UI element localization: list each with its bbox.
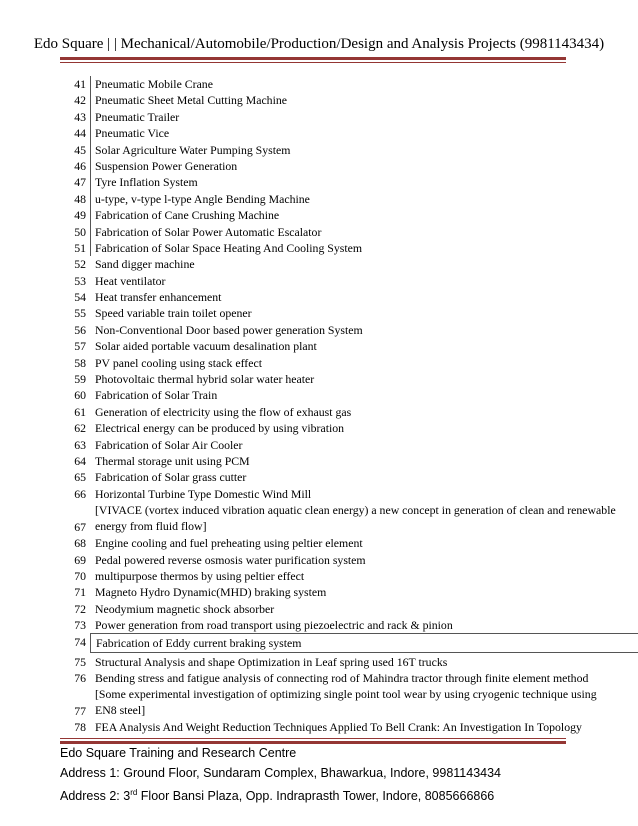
project-title: Neodymium magnetic shock absorber bbox=[95, 601, 275, 616]
project-title: Sand digger machine bbox=[95, 257, 195, 272]
project-row bbox=[60, 420, 638, 436]
project-title: Magneto Hydro Dynamic(MHD) braking system bbox=[95, 585, 327, 600]
column-separator bbox=[90, 207, 91, 223]
project-row bbox=[60, 568, 638, 584]
project-title: Power generation from road transport using piezoelectric and rack & pinion bbox=[95, 618, 453, 633]
column-separator bbox=[90, 191, 91, 207]
project-title: Pneumatic Trailer bbox=[95, 109, 180, 124]
project-number: 67 bbox=[74, 519, 86, 534]
project-number: 63 bbox=[74, 437, 86, 452]
project-number: 53 bbox=[74, 273, 86, 288]
project-row bbox=[60, 502, 638, 535]
column-separator bbox=[90, 174, 91, 190]
project-number: 48 bbox=[74, 191, 86, 206]
project-title: Fabrication of Solar Space Heating And Cooling System bbox=[95, 240, 363, 255]
project-title: Pneumatic Vice bbox=[95, 126, 170, 141]
project-number: 75 bbox=[74, 654, 86, 669]
project-title: Solar Agriculture Water Pumping System bbox=[95, 142, 291, 157]
project-title: Heat transfer enhancement bbox=[95, 290, 222, 305]
project-number: 61 bbox=[74, 404, 86, 419]
project-row bbox=[60, 654, 638, 670]
column-separator bbox=[90, 76, 91, 92]
column-separator bbox=[90, 125, 91, 141]
project-number: 59 bbox=[74, 372, 86, 387]
project-number: 72 bbox=[74, 601, 86, 616]
project-number: 54 bbox=[74, 290, 86, 305]
project-number: 68 bbox=[74, 536, 86, 551]
project-row bbox=[60, 670, 638, 686]
project-number: 69 bbox=[74, 552, 86, 567]
project-number: 62 bbox=[74, 421, 86, 436]
project-title: Horizontal Turbine Type Domestic Wind Mill bbox=[95, 486, 312, 501]
project-title: Thermal storage unit using PCM bbox=[95, 453, 250, 468]
project-title: Suspension Power Generation bbox=[95, 158, 238, 173]
project-row bbox=[60, 584, 638, 600]
project-title: Fabrication of Solar Train bbox=[95, 388, 218, 403]
project-row bbox=[60, 371, 638, 387]
header-rule bbox=[60, 57, 566, 60]
project-number: 55 bbox=[74, 306, 86, 321]
column-separator bbox=[90, 109, 91, 125]
footer-address-2: Address 2: 3rd Floor Bansi Plaza, Opp. Indraprasth Tower, Indore, 8085666866 bbox=[60, 788, 495, 804]
project-number: 57 bbox=[74, 339, 86, 354]
project-number: 52 bbox=[74, 257, 86, 272]
project-row bbox=[60, 256, 638, 272]
project-number: 64 bbox=[74, 453, 86, 468]
project-title: Fabrication of Solar Power Automatic Escalator bbox=[95, 224, 322, 239]
column-separator bbox=[90, 224, 91, 240]
project-row bbox=[60, 191, 638, 207]
project-row bbox=[60, 617, 638, 633]
project-title: Non-Conventional Door based power generation System bbox=[95, 322, 363, 337]
project-row bbox=[60, 634, 638, 652]
project-title: Generation of electricity using the flow of exhaust gas bbox=[95, 404, 352, 419]
project-title: Fabrication of Solar grass cutter bbox=[95, 470, 247, 485]
project-title: Engine cooling and fuel preheating using peltier element bbox=[95, 536, 363, 551]
project-title: [Some experimental investigation of optimizing single point tool wear by using cryogenic technique using EN8 steel] bbox=[95, 687, 597, 717]
project-row bbox=[60, 174, 638, 190]
project-title: Fabrication of Solar Air Cooler bbox=[95, 437, 243, 452]
project-number: 42 bbox=[74, 93, 86, 108]
project-number: 46 bbox=[74, 158, 86, 173]
project-title: Fabrication of Cane Crushing Machine bbox=[95, 208, 280, 223]
project-number: 43 bbox=[74, 109, 86, 124]
project-number: 70 bbox=[74, 568, 86, 583]
project-row bbox=[60, 437, 638, 453]
project-row bbox=[60, 109, 638, 125]
project-number: 51 bbox=[74, 240, 86, 255]
project-title: Solar aided portable vacuum desalination plant bbox=[95, 339, 317, 354]
project-row bbox=[60, 273, 638, 289]
project-number: 60 bbox=[74, 388, 86, 403]
project-row bbox=[60, 125, 638, 141]
project-row bbox=[60, 486, 638, 502]
project-number: 66 bbox=[74, 486, 86, 501]
project-row bbox=[60, 338, 638, 354]
project-row bbox=[60, 207, 638, 223]
column-separator bbox=[90, 240, 91, 256]
project-row bbox=[60, 469, 638, 485]
project-title: Structural Analysis and shape Optimization in Leaf spring used 16T trucks bbox=[95, 654, 448, 669]
project-title: Photovoltaic thermal hybrid solar water heater bbox=[95, 372, 315, 387]
column-separator bbox=[90, 142, 91, 158]
project-title: Speed variable train toilet opener bbox=[95, 306, 252, 321]
project-title: Fabrication of Eddy current braking system bbox=[90, 633, 638, 653]
project-title: Pedal powered reverse osmosis water purification system bbox=[95, 552, 366, 567]
column-separator bbox=[90, 158, 91, 174]
project-row bbox=[60, 387, 638, 403]
footer-rule-thin bbox=[60, 738, 566, 739]
footer-address-1: Address 1: Ground Floor, Sundaram Complex, Bhawarkua, Indore, 9981143434 bbox=[60, 765, 502, 780]
project-number: 78 bbox=[74, 720, 86, 735]
footer-company: Edo Square Training and Research Centre bbox=[60, 746, 297, 760]
header-rule-thin bbox=[60, 62, 566, 63]
project-title: Pneumatic Mobile Crane bbox=[95, 77, 213, 91]
project-row bbox=[60, 240, 638, 256]
project-row bbox=[60, 453, 638, 469]
project-title: FEA Analysis And Weight Reduction Techniques Applied To Bell Crank: An Investigation In Topology bbox=[95, 720, 582, 735]
project-number: 49 bbox=[74, 208, 86, 223]
project-number: 50 bbox=[74, 224, 86, 239]
project-number: 73 bbox=[74, 618, 86, 633]
project-row bbox=[60, 552, 638, 568]
project-row bbox=[60, 322, 638, 338]
project-title: Heat ventilator bbox=[95, 273, 166, 288]
project-number: 77 bbox=[74, 703, 86, 718]
project-number: 58 bbox=[74, 355, 86, 370]
project-row bbox=[60, 601, 638, 617]
project-row bbox=[60, 686, 638, 719]
project-title: Bending stress and fatigue analysis of connecting rod of Mahindra tractor through finite element method bbox=[95, 670, 589, 685]
project-number: 74 bbox=[74, 634, 86, 649]
project-row bbox=[60, 158, 638, 174]
project-row bbox=[60, 92, 638, 108]
project-title: Tyre Inflation System bbox=[95, 175, 198, 190]
project-number: 71 bbox=[74, 585, 86, 600]
project-row bbox=[60, 142, 638, 158]
project-title: u-type, v-type l-type Angle Bending Machine bbox=[95, 191, 310, 206]
project-title: [VIVACE (vortex induced vibration aquatic clean energy) a new concept in generation of clean and renewable energy from fluid flow] bbox=[95, 503, 616, 533]
project-row bbox=[60, 289, 638, 305]
project-list bbox=[60, 76, 638, 736]
project-number: 44 bbox=[74, 126, 86, 141]
project-number: 56 bbox=[74, 322, 86, 337]
project-row bbox=[60, 305, 638, 321]
page-header: Edo Square | | Mechanical/Automobile/Production/Design and Analysis Projects (9981143434) bbox=[33, 36, 605, 52]
project-number: 47 bbox=[74, 175, 86, 190]
project-row bbox=[60, 76, 638, 92]
project-title: PV panel cooling using stack effect bbox=[95, 355, 262, 370]
project-row bbox=[60, 355, 638, 371]
project-row bbox=[60, 404, 638, 420]
project-row bbox=[60, 224, 638, 240]
project-number: 45 bbox=[74, 142, 86, 157]
project-number: 76 bbox=[74, 670, 86, 685]
project-row bbox=[60, 535, 638, 551]
project-number: 65 bbox=[74, 470, 86, 485]
project-number: 41 bbox=[74, 77, 86, 91]
project-row bbox=[60, 719, 638, 735]
project-title: Pneumatic Sheet Metal Cutting Machine bbox=[95, 93, 287, 108]
column-separator bbox=[90, 92, 91, 108]
project-title: Electrical energy can be produced by using vibration bbox=[95, 421, 345, 436]
page-footer bbox=[60, 744, 501, 807]
project-title: multipurpose thermos by using peltier effect bbox=[95, 568, 305, 583]
